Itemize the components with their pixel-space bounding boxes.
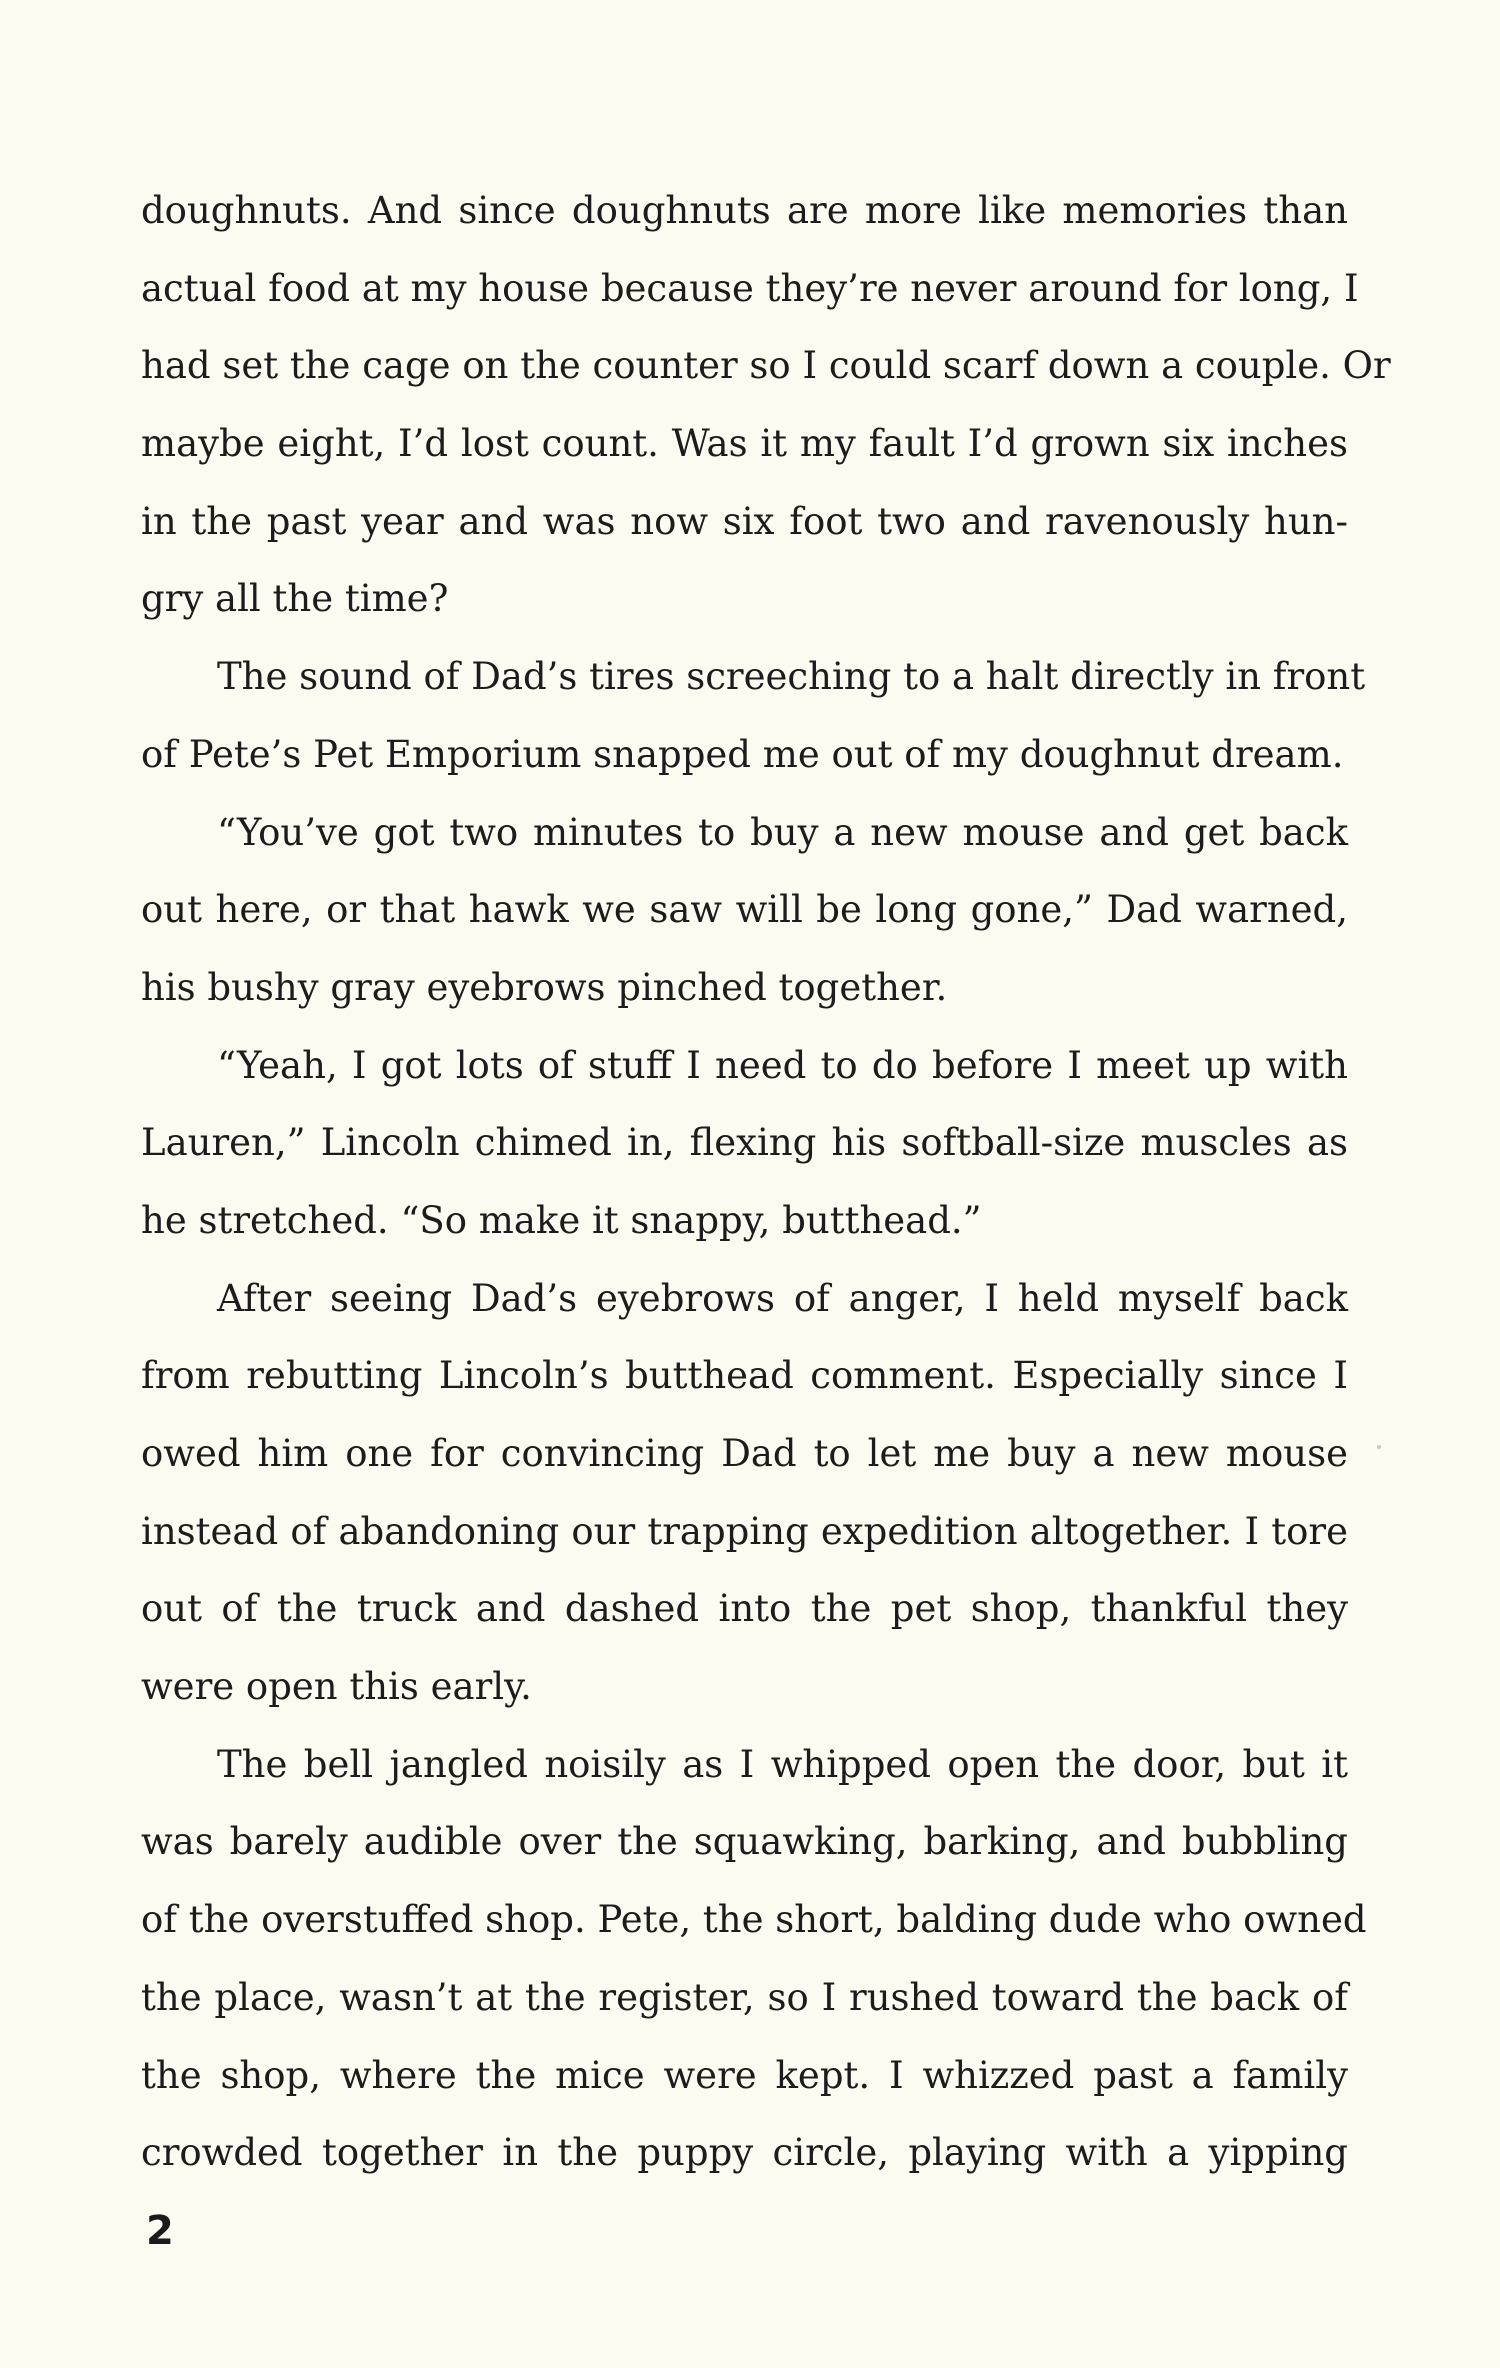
text-line: owed him one for convincing Dad to let me buy a new mouse xyxy=(141,1432,1348,1475)
text-line: the shop, where the mice were kept. I whizzed past a family xyxy=(141,2053,1348,2097)
text-line: “You’ve got two minutes to buy a new mouse and get back xyxy=(217,810,1348,854)
paper-speck xyxy=(1377,1445,1381,1449)
text-line: in the past year and was now six foot two and ravenously hun- xyxy=(141,499,1348,543)
text-line: his bushy gray eyebrows pinched together. xyxy=(141,965,948,1009)
text-line: the place, wasn’t at the register, so I rushed toward the back of xyxy=(141,1975,1348,2019)
text-line: doughnuts. And since doughnuts are more like memories than xyxy=(141,189,1348,232)
text-line: had set the cage on the counter so I could scarf down a couple. Or xyxy=(141,344,1391,388)
text-line: actual food at my house because they’re never around for long, I xyxy=(141,266,1359,310)
text-line: After seeing Dad’s eyebrows of anger, I held myself back xyxy=(217,1276,1348,1320)
text-line: Lauren,” Lincoln chimed in, flexing his softball-size muscles as xyxy=(141,1121,1348,1165)
text-line: maybe eight, I’d lost count. Was it my fault I’d grown six inches xyxy=(141,422,1348,466)
page-number: 2 xyxy=(146,2208,174,2254)
text-line: crowded together in the puppy circle, playing with a yipping xyxy=(141,2131,1348,2175)
body-text xyxy=(141,172,1391,2192)
text-line: of the overstuffed shop. Pete, the short, balding dude who owned xyxy=(141,1898,1367,1942)
text-line: out of the truck and dashed into the pet shop, thankful they xyxy=(141,1587,1348,1631)
text-line: “Yeah, I got lots of stuff I need to do before I meet up with xyxy=(217,1043,1348,1087)
text-line: out here, or that hawk we saw will be long gone,” Dad warned, xyxy=(141,888,1348,932)
text-line: The bell jangled noisily as I whipped open the door, but it xyxy=(217,1742,1348,1786)
text-line: instead of abandoning our trapping expedition altogether. I tore xyxy=(141,1509,1348,1553)
text-line: gry all the time? xyxy=(141,577,449,621)
text-line: of Pete’s Pet Emporium snapped me out of my doughnut dream. xyxy=(141,732,1344,776)
text-line: were open this early. xyxy=(141,1665,532,1709)
text-line: he stretched. “So make it snappy, butthead.” xyxy=(141,1198,982,1242)
text-line: from rebutting Lincoln’s butthead comment. Especially since I xyxy=(141,1354,1348,1398)
text-line: was barely audible over the squawking, barking, and bubbling xyxy=(141,1820,1348,1864)
text-line: The sound of Dad’s tires screeching to a halt directly in front xyxy=(217,655,1366,699)
